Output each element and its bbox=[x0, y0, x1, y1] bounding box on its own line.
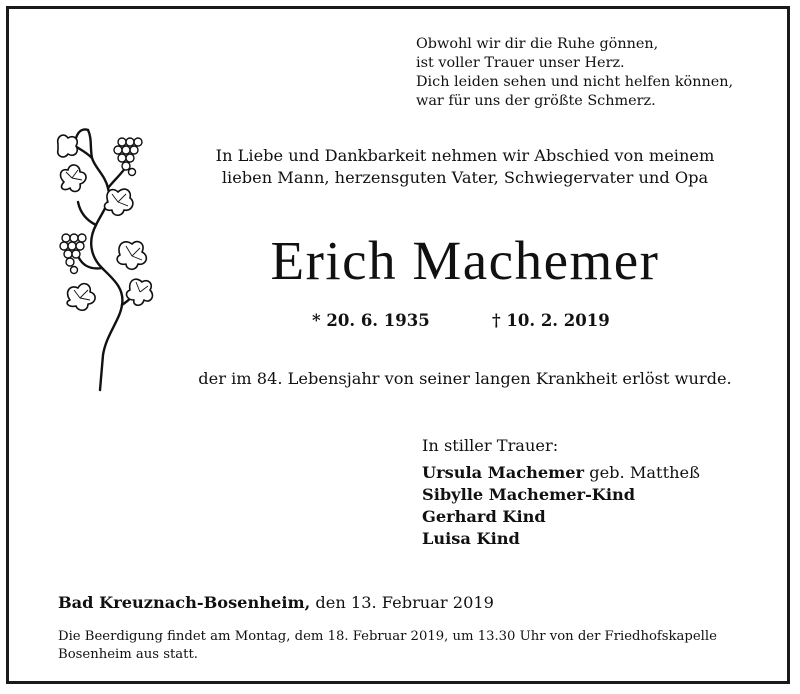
death-date: † 10. 2. 2019 bbox=[492, 311, 610, 330]
intro-line: In Liebe und Dankbarkeit nehmen wir Abschied von meinem bbox=[215, 146, 715, 165]
mourner-name: Ursula Machemer bbox=[422, 463, 585, 482]
place-location: Bad Kreuznach-Bosenheim, bbox=[58, 593, 311, 612]
mourner-name: Gerhard Kind bbox=[422, 507, 546, 526]
poem-line: Dich leiden sehen und nicht helfen können, bbox=[416, 74, 734, 90]
mourner bbox=[422, 528, 700, 550]
intro-text bbox=[150, 145, 780, 189]
mourner-name: Sibylle Machemer-Kind bbox=[422, 485, 636, 504]
mourner-suffix: geb. Mattheß bbox=[584, 463, 700, 482]
poem-line: Obwohl wir dir die Ruhe gönnen, bbox=[416, 36, 659, 52]
funeral-info: Die Beerdigung findet am Montag, dem 18. Februar 2019, um 13.30 Uhr von der Friedhofskapelle Bosenheim aus statt. bbox=[58, 629, 717, 662]
poem bbox=[416, 35, 733, 111]
intro-line: lieben Mann, herzensguten Vater, Schwiegervater und Opa bbox=[221, 168, 709, 187]
deceased-name: Erich Machemer bbox=[270, 230, 660, 291]
mourner bbox=[422, 506, 700, 528]
birth-date: * 20. 6. 1935 bbox=[312, 311, 430, 330]
poem-line: war für uns der größte Schmerz. bbox=[416, 93, 656, 109]
place-date bbox=[58, 592, 494, 614]
mourners-block bbox=[422, 435, 700, 550]
mourner bbox=[422, 462, 700, 484]
mourners-heading: In stiller Trauer: bbox=[422, 436, 559, 455]
grapevine-icon bbox=[50, 120, 160, 395]
mourner bbox=[422, 484, 700, 506]
notice-date: den 13. Februar 2019 bbox=[310, 593, 494, 612]
poem-line: ist voller Trauer unser Herz. bbox=[416, 55, 625, 71]
released-text: der im 84. Lebensjahr von seiner langen Krankheit erlöst wurde. bbox=[198, 369, 732, 388]
mourner-name: Luisa Kind bbox=[422, 529, 520, 548]
